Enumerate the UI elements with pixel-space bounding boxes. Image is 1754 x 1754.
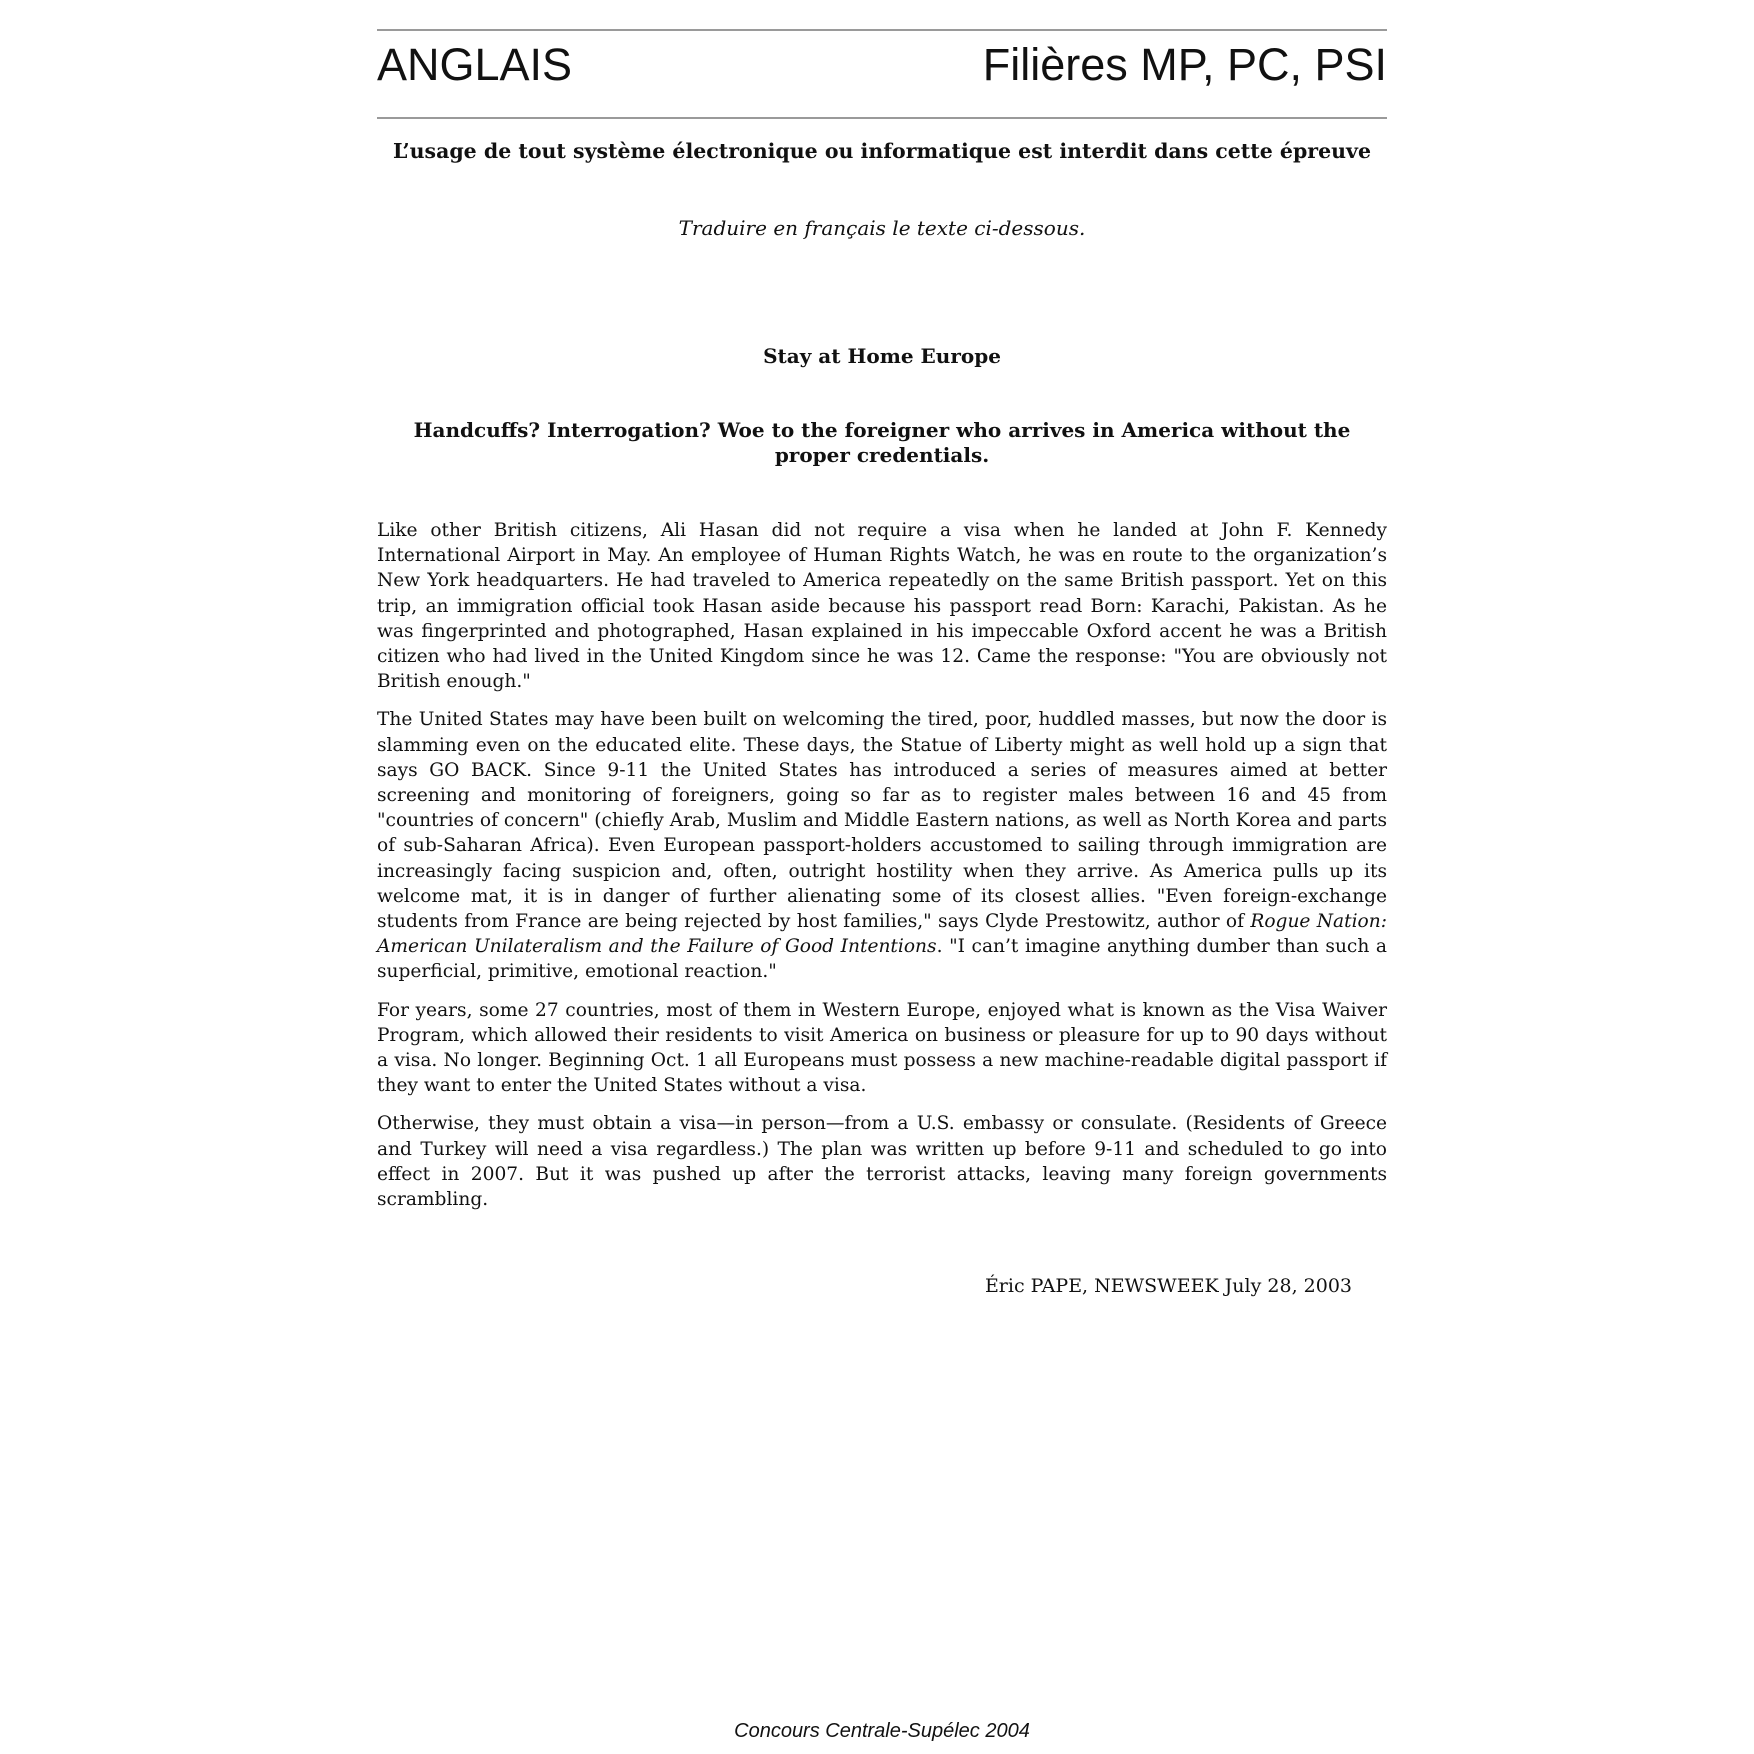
paragraph-2-text-start: The United States may have been built on welcoming the tired, poor, huddled masses, but now the door is slamming even on the educated elite. These days, the Statue of Liberty might as well hold up a sign that says GO BACK. Since 9-11 the United States has introduced a series of measures aimed at better screening and monitoring of foreigners, going so far as to register males between 16 and 45 from "countries of concern" (chiefly Arab, Muslim and Middle Eastern nations, as well as North Korea and parts of sub-Saharan Africa). Even European passport-holders accustomed to sailing through immigration are increasingly facing suspicion and, often, outright hostility when they arrive. As America pulls up its welcome mat, it is in danger of further alienating some of its closest allies. "Even foreign-exchange students from France are being rejected by host families," says Clyde Prestowitz, author of <box>377 709 1387 933</box>
paragraph-4: Otherwise, they must obtain a visa—in person—from a U.S. embassy or consulate. (Residents of Greece and Turkey will need a visa regardless.) The plan was written up before 9-11 and scheduled to go into effect in 2007. But it was pushed up after the terrorist attacks, leaving many foreign governments scrambling. <box>377 1113 1387 1211</box>
article-source: Éric PAPE, NEWSWEEK July 28, 2003 <box>984 1275 1352 1297</box>
article-title: Stay at Home Europe <box>763 344 1001 368</box>
exam-streams: Filières MP, PC, PSI <box>982 39 1387 90</box>
article-subtitle: Handcuffs? Interrogation? Woe to the foreigner who arrives in America without the proper credentials. <box>413 418 1351 467</box>
exam-subject: ANGLAIS <box>377 39 573 90</box>
paragraph-3: For years, some 27 countries, most of them in Western Europe, enjoyed what is known as the Visa Waiver Program, which allowed their residents to visit America on business or pleasure for up to 90 days without a visa. No longer. Beginning Oct. 1 all Europeans must possess a new machine-readable digital passport if they want to enter the United States without a visa. <box>377 999 1387 1097</box>
exam-footer: Concours Centrale-Supélec 2004 <box>734 1720 1030 1742</box>
exam-page <box>377 0 1387 1754</box>
paragraph-2-text-end: . "I can’t imagine anything dumber than such a superficial, primitive, emotional reaction." <box>377 936 1387 983</box>
book-title: Rogue Nation: American Unilateralism and the Failure of Good Intentions <box>377 911 1387 958</box>
paragraph-2 <box>377 707 1387 984</box>
header-bottom-rule <box>377 117 1387 119</box>
article-body <box>377 518 1387 1225</box>
header-top-rule <box>377 29 1387 31</box>
electronics-ban-notice: L’usage de tout système électronique ou informatique est interdit dans cette épreuve <box>392 139 1372 163</box>
translation-instruction: Traduire en français le texte ci-dessous. <box>678 216 1086 240</box>
paragraph-1: Like other British citizens, Ali Hasan did not require a visa when he landed at John F. Kennedy International Airport in May. An employee of Human Rights Watch, he was en route to the organization’s New York headquarters. He had traveled to America repeatedly on the same British passport. Yet on this trip, an immigration official took Hasan aside because his passport read Born: Karachi, Pakistan. As he was fingerprinted and photographed, Hasan explained in his impeccable Oxford accent he was a British citizen who had lived in the United Kingdom since he was 12. Came the response: "You are obviously not British enough." <box>377 520 1387 693</box>
